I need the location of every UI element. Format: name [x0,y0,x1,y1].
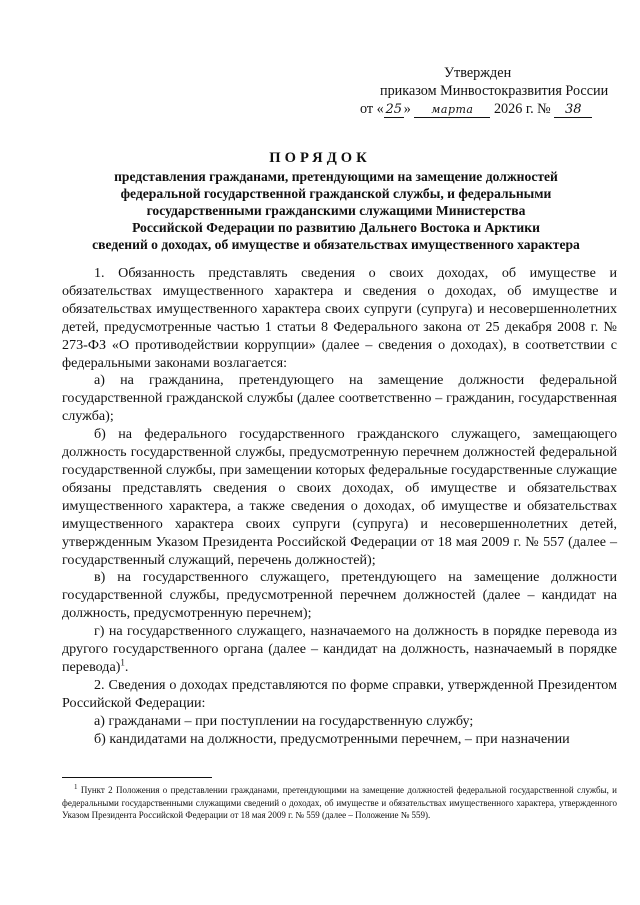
approval-prefix: от « [360,101,384,117]
subtitle-line: федеральной государственной гражданской службы, и федеральными [120,186,552,201]
document-title: ПОРЯДОК [269,150,371,166]
approval-line-1: Утвержден [444,65,512,81]
document-body [62,265,617,748]
subtitle-line: сведений о доходах, об имуществе и обязательствах имущественного характера [92,237,580,252]
document-subtitle [56,168,616,253]
approval-month: марта [414,103,490,118]
footnote-ref[interactable]: 1 [120,657,125,668]
subtitle-line: представления гражданами, претендующими на замещение должностей [114,169,558,184]
approval-line-3 [360,100,630,118]
approval-day: 25 [385,102,403,117]
footnote-text: Пункт 2 Положения о представлении гражданами, претендующими на замещение должностей федеральной государственной службы, и федеральными государственными служащими сведений о доходах, об имуществе и обязательствах имущественного характера, утвержденного Указом Президента Российской Федерации от 18 мая 2009 г. № 559 (далее – Положение № 559). [62,785,617,821]
subtitle-line: Российской Федерации по развитию Дальнего Востока и Арктики [132,220,540,235]
paragraph: а) на гражданина, претендующего на замещение должности федеральной государственной гражданской службы (далее соответственно – гражданин, государственная служба); [62,372,617,425]
paragraph: 1. Обязанность представлять сведения о своих доходах, об имуществе и обязательствах имущественного характера и сведения о доходах, об имуществе и обязательствах имущественного характера своих супруги (супруга) и несовершеннолетних детей, предусмотренные частью 1 статьи 8 Федерального закона от 25 декабря 2008 г. № 273-ФЗ «О противодействии коррупции» (далее – сведения о доходах), в соответствии с федеральными законами возлагается: [62,265,617,371]
footnote [62,784,617,822]
paragraph-with-footnote [62,623,617,677]
paragraph-end: . [124,658,129,675]
subtitle-line: государственными гражданскими служащими Министерства [146,203,526,218]
footnote-divider [62,777,212,778]
footnote-mark: 1 [74,783,78,791]
approval-stamp [360,64,630,118]
approval-mid: » [403,101,411,117]
approval-line-2: приказом Минвостокразвития России [380,83,609,99]
paragraph: б) кандидатами на должности, предусмотренными перечнем, – при назначении [94,730,570,747]
approval-year: 2026 г. № [493,101,551,117]
paragraph: 2. Сведения о доходах представляются по форме справки, утвержденной Президентом Российской Федерации: [62,676,617,711]
paragraph: б) на федерального государственного гражданского служащего, замещающего должность государственной службы, предусмотренную перечнем должностей федеральной государственной службы, при замещении которых федеральные государственные служащие обязаны представлять сведения о своих доходах, об имуществе и обязательствах имущественного характера, а также сведения о доходах, об имуществе и обязательствах имущественного характера своих супруги (супруга) и несовершеннолетних детей, утвержденным Указом Президента Российской Федерации от 18 мая 2009 г. № 557 (далее – государственный служащий, перечень должностей); [62,426,617,568]
paragraph: в) на государственного служащего, претендующего на замещение должности государственной службы, предусмотренной перечнем должностей (далее – кандидат на должность, предусмотренную перечнем); [62,569,617,622]
approval-number: 38 [554,103,592,118]
paragraph-text: г) на государственного служащего, назначаемого на должность в порядке перевода из другого государственного органа (далее – кандидат на должность, назначаемый в порядке перевода) [62,623,617,675]
paragraph: а) гражданами – при поступлении на государственную службу; [94,712,474,729]
